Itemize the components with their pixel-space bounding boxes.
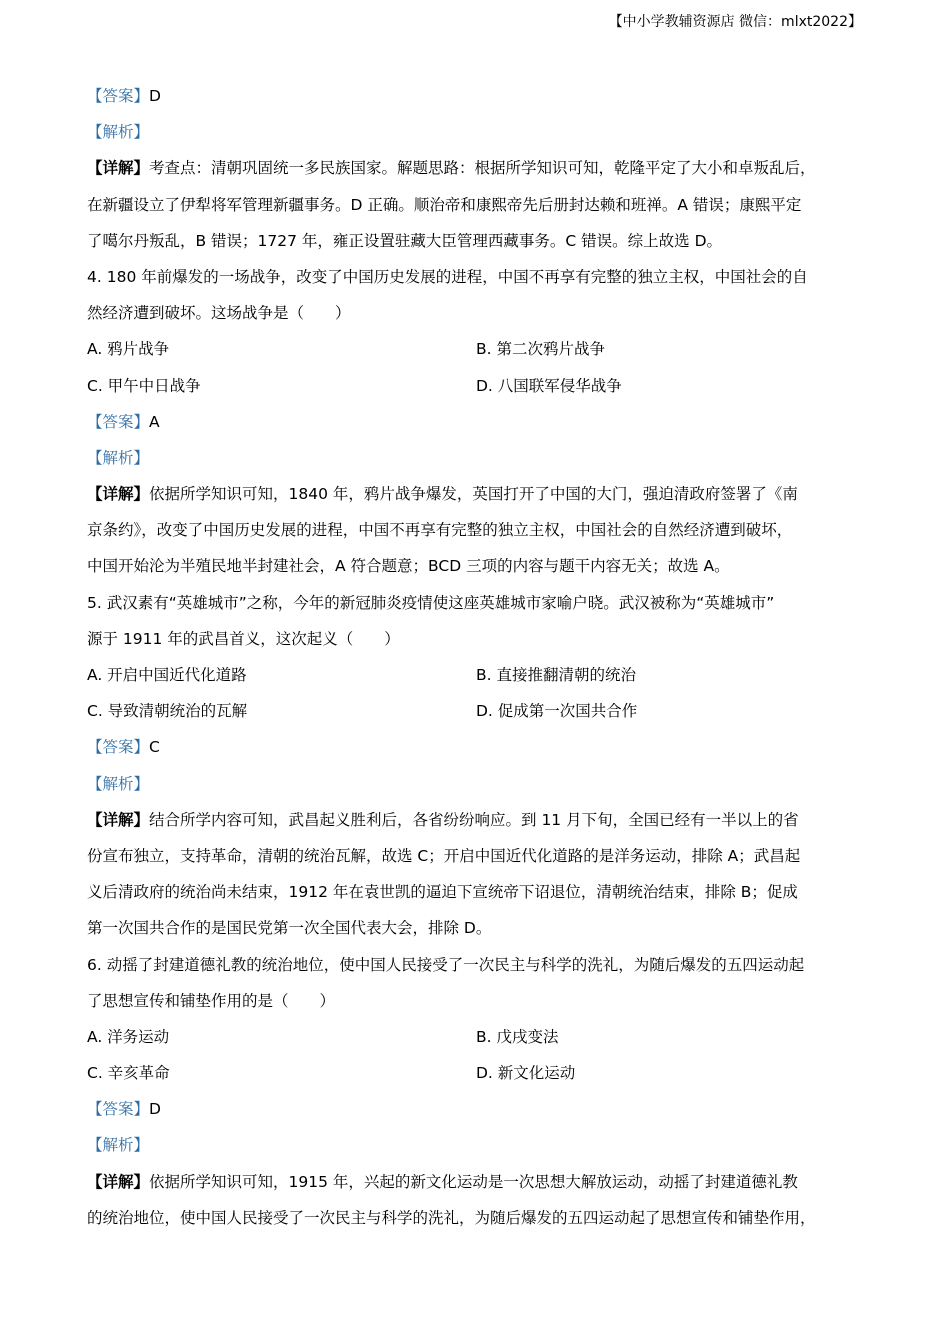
answer-value: C (149, 738, 160, 757)
detail-text: 考查点：清朝巩固统一多民族国家。解题思路：根据所学知识可知，乾隆平定了大小和卓叛乱后， (149, 159, 816, 178)
detail-line: 中国开始沦为半殖民地半封建社会，A 符合题意；BCD 三项的内容与题干内容无关；故选 A。 (87, 557, 730, 576)
option-b: B. 直接推翻清朝的统治 (476, 666, 636, 684)
option-a: A. 鸦片战争 (87, 340, 170, 359)
detail-line (87, 150, 877, 186)
option-c: C. 导致清朝统治的瓦解 (87, 702, 248, 721)
answer-line (87, 729, 877, 765)
detail-line (87, 476, 877, 512)
document-body (87, 78, 877, 1236)
analysis-line (87, 114, 877, 150)
option-d: D. 新文化运动 (476, 1064, 576, 1083)
option-a: A. 洋务运动 (87, 1027, 170, 1046)
options-row (87, 331, 877, 367)
detail-line: 义后清政府的统治尚未结束，1912 年在袁世凯的逼迫下宣统帝下诏退位，清朝统治结束，排除 B；促成 (87, 883, 798, 902)
question-stem: 了思想宣传和铺垫作用的是（ ） (87, 991, 336, 1010)
answer-value: A (149, 412, 160, 431)
option-b: B. 第二次鸦片战争 (476, 340, 605, 359)
detail-line (87, 1164, 877, 1200)
option-c: C. 辛亥革命 (87, 1064, 170, 1083)
question-stem: 然经济遭到破坏。这场战争是（ ） (87, 304, 351, 323)
analysis-tag: 【解析】 (87, 774, 150, 793)
question-stem: 源于 1911 年的武昌首义，这次起义（ ） (87, 629, 400, 648)
answer-tag: 【答案】 (87, 87, 150, 105)
analysis-tag: 【解析】 (87, 448, 150, 467)
question-stem: 6. 动摇了封建道德礼教的统治地位，使中国人民接受了一次民主与科学的洗礼，为随后爆发的五四运动起 (87, 955, 805, 974)
options-row (87, 693, 877, 729)
options-row (87, 1055, 877, 1091)
option-d: D. 促成第一次国共合作 (476, 702, 638, 721)
answer-line (87, 1091, 877, 1127)
detail-tag: 【详解】 (87, 1172, 150, 1191)
detail-line (87, 802, 877, 838)
detail-line: 份宣布独立，支持革命，清朝的统治瓦解，故选 C；开启中国近代化道路的是洋务运动，排除 A；武昌起 (87, 846, 801, 865)
detail-tag: 【详解】 (87, 159, 150, 178)
detail-text: 结合所学内容可知，武昌起义胜利后，各省纷纷响应。到 11 月下旬，全国已经有一半以上的省 (149, 810, 799, 829)
answer-tag: 【答案】 (87, 1100, 150, 1119)
detail-line: 第一次国共合作的是国民党第一次全国代表大会，排除 D。 (87, 919, 492, 938)
answer-value: D (149, 1100, 161, 1119)
question-stem: 4. 180 年前爆发的一场战争，改变了中国历史发展的进程，中国不再享有完整的独立主权，中国社会的自 (87, 267, 808, 286)
analysis-tag: 【解析】 (87, 1136, 150, 1155)
answer-line (87, 404, 877, 440)
options-row (87, 368, 877, 404)
answer-line (87, 78, 877, 114)
answer-tag: 【答案】 (87, 412, 150, 431)
options-row (87, 1019, 877, 1055)
analysis-tag: 【解析】 (87, 123, 150, 142)
detail-text: 依据所学知识可知，1840 年，鸦片战争爆发，英国打开了中国的大门，强迫清政府签署了《南 (149, 485, 798, 504)
options-row (87, 657, 877, 693)
header-note: 【中小学教辅资源店 微信：mlxt2022】 (608, 14, 862, 30)
analysis-line (87, 1127, 877, 1163)
detail-tag: 【详解】 (87, 485, 150, 504)
detail-line: 京条约》，改变了中国历史发展的进程，中国不再享有完整的独立主权，中国社会的自然经济遭到破坏， (87, 521, 793, 540)
detail-tag: 【详解】 (87, 810, 150, 829)
option-c: C. 甲午中日战争 (87, 376, 201, 395)
analysis-line (87, 766, 877, 802)
detail-line: 在新疆设立了伊犁将军管理新疆事务。D 正确。顺治帝和康熙帝先后册封达赖和班禅。A 错误；康熙平定 (87, 195, 802, 214)
option-a: A. 开启中国近代化道路 (87, 666, 247, 684)
detail-line: 了噶尔丹叛乱，B 错误；1727 年，雍正设置驻藏大臣管理西藏事务。C 错误。综上故选 D。 (87, 231, 723, 250)
answer-tag: 【答案】 (87, 738, 150, 757)
detail-text: 依据所学知识可知，1915 年，兴起的新文化运动是一次思想大解放运动，动摇了封建道德礼教 (149, 1172, 798, 1191)
option-b: B. 戊戌变法 (476, 1027, 559, 1046)
option-d: D. 八国联军侵华战争 (476, 376, 622, 395)
question-stem: 5. 武汉素有“英雄城市”之称，今年的新冠肺炎疫情使这座英雄城市家喻户晓。武汉被称为“英雄城市” (87, 593, 775, 612)
answer-value: D (149, 87, 161, 105)
detail-line: 的统治地位，使中国人民接受了一次民主与科学的洗礼，为随后爆发的五四运动起了思想宣传和铺垫作用， (87, 1208, 816, 1227)
analysis-line (87, 440, 877, 476)
